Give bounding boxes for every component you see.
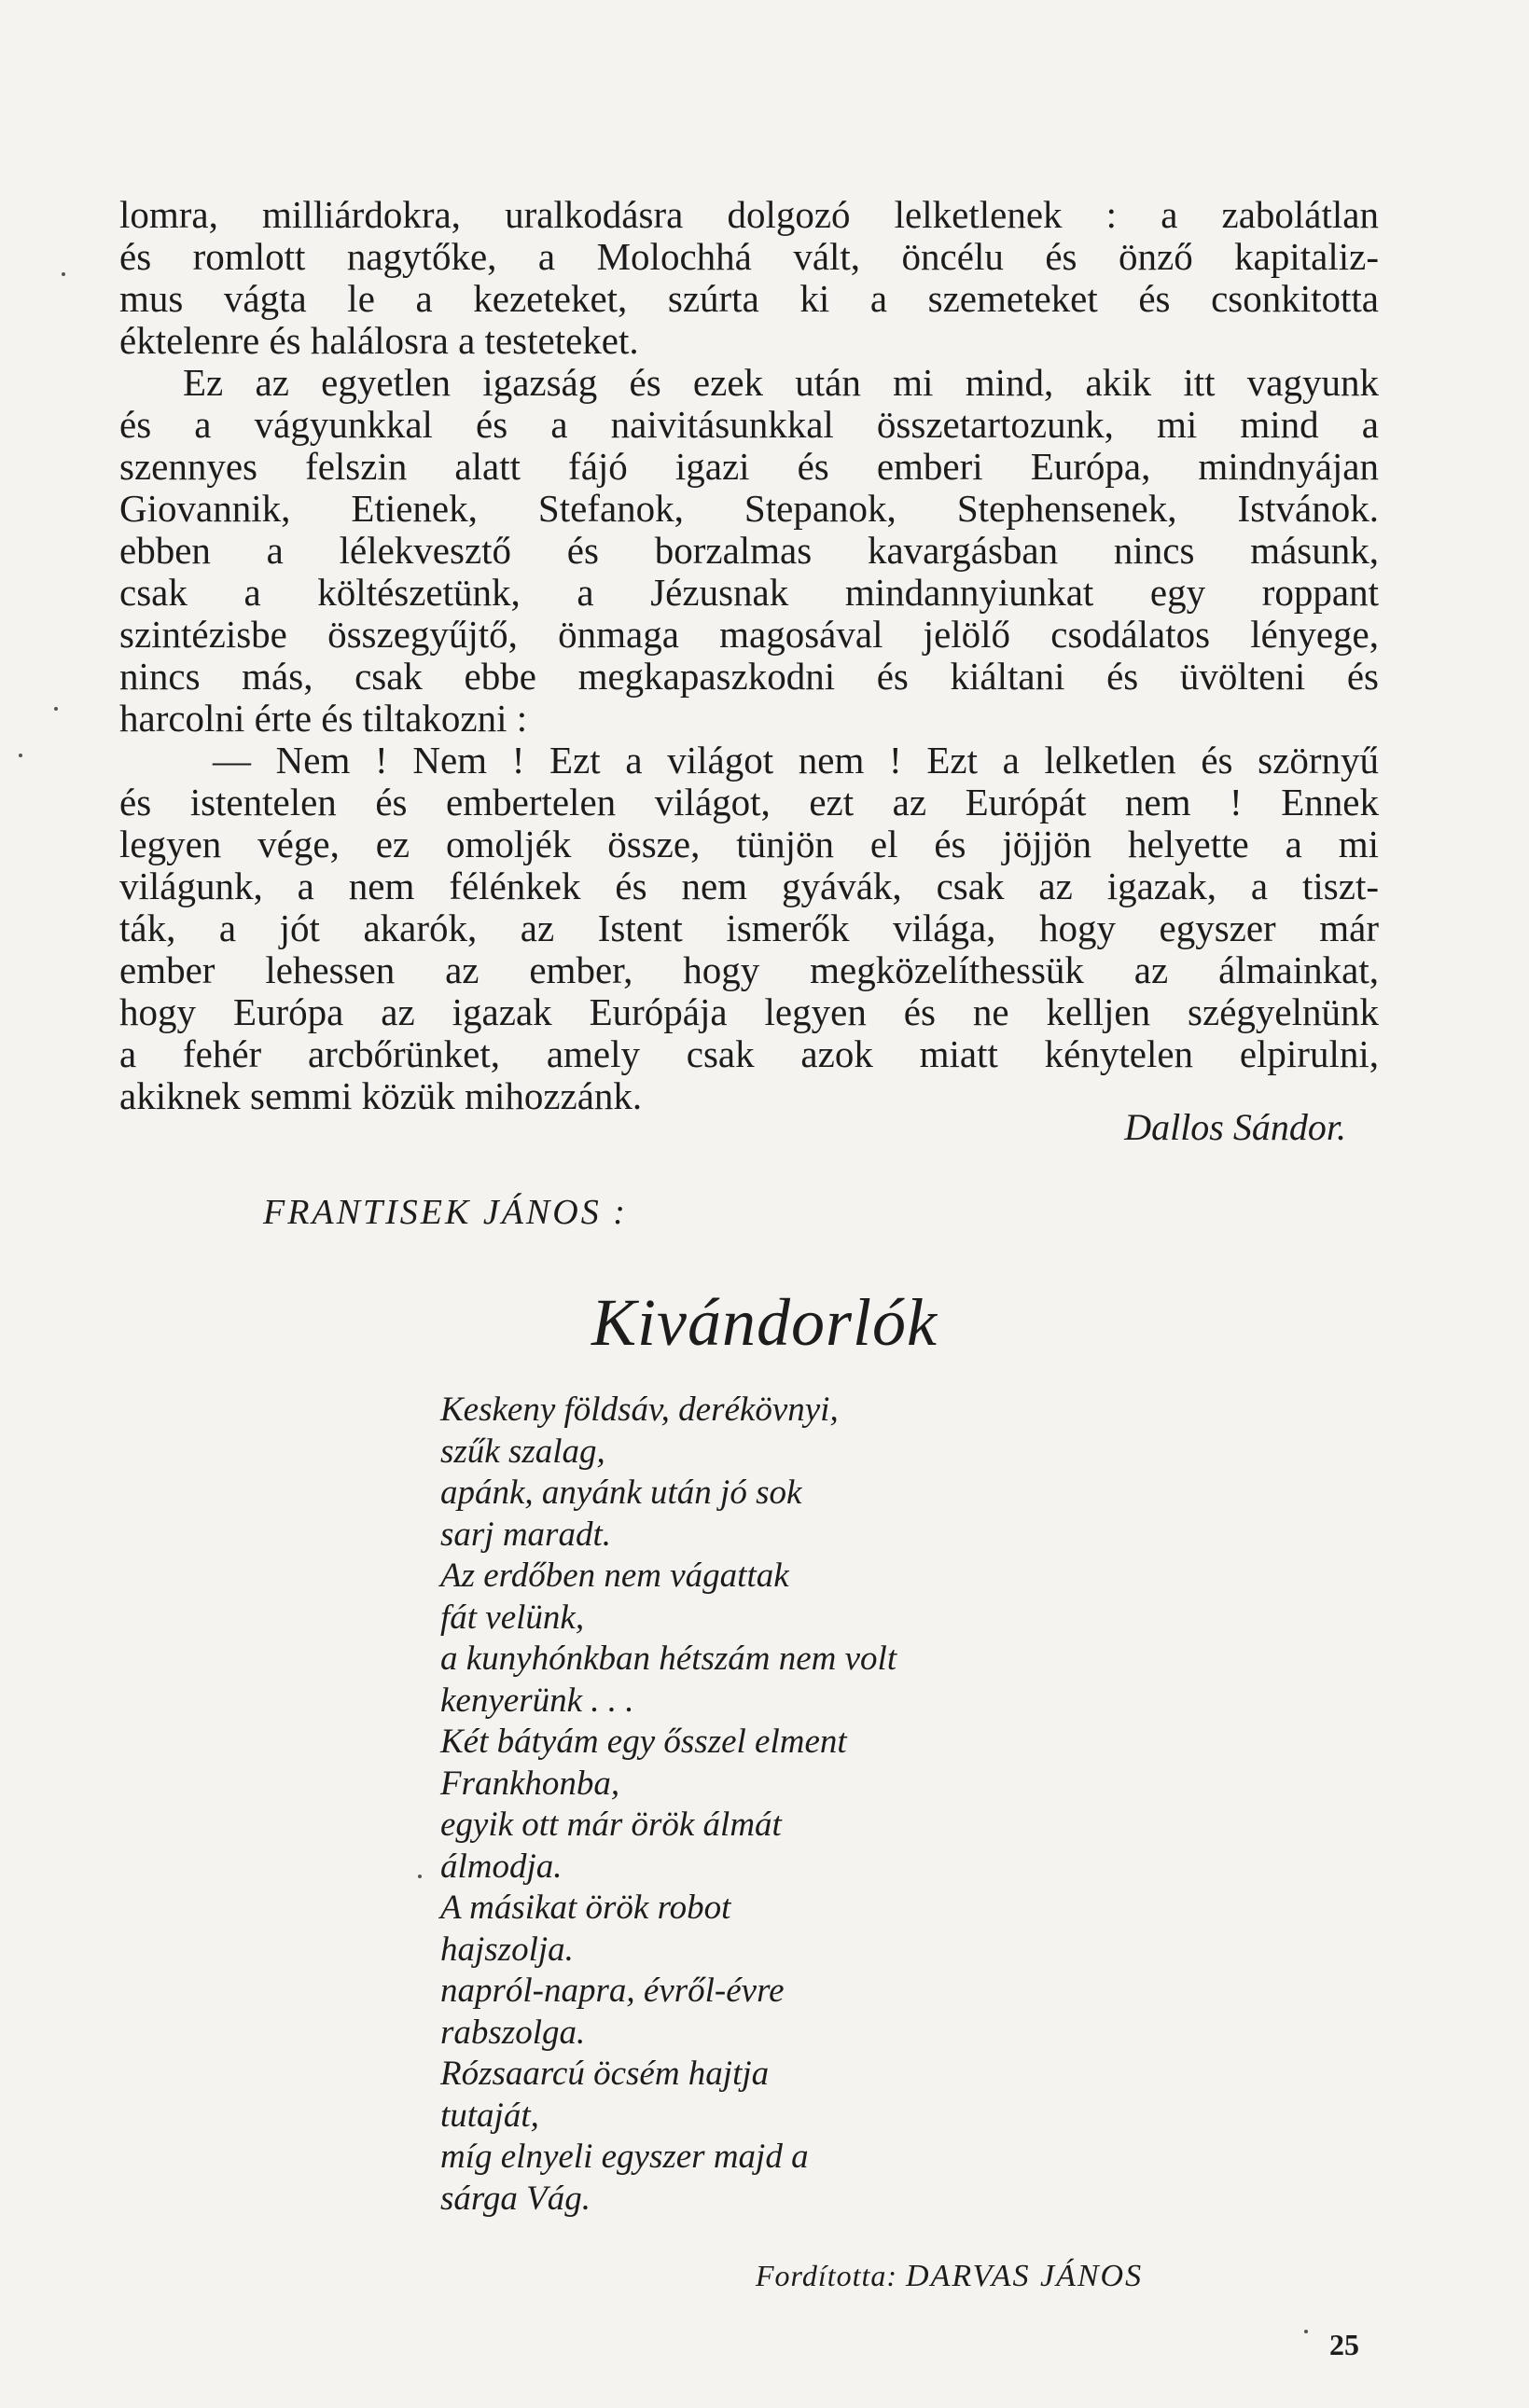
poem-line: rabszolga. [440, 2013, 586, 2052]
text-line: hogy Európa az igazak Európája legyen és ne kelljen szégyelnünk [119, 990, 1379, 1033]
text-line: — Nem ! Nem ! Ezt a világot nem ! Ezt a lelketlen és szörnyű [213, 739, 1379, 782]
poem-line: míg elnyeli egyszer majd a [440, 2138, 809, 2176]
print-speck [54, 707, 58, 711]
poem-author-heading: FRANTISEK JÁNOS : [263, 1193, 628, 1232]
poem-stanza [440, 1556, 897, 1722]
poem-body [440, 1390, 897, 2220]
translator-name: DARVAS JÁNOS [906, 2259, 1144, 2293]
poem-stanza [440, 1390, 897, 1556]
text-line: éktelenre és halálosra a testeteket. [119, 319, 639, 362]
print-speck [1304, 2330, 1308, 2333]
poem-line: fát velünk, [440, 1598, 585, 1637]
text-line: szintézisbe összegyűjtő, önmaga magosával jelölő csodálatos lényege, [119, 613, 1379, 656]
translator-credit [756, 2257, 1143, 2295]
article-body [119, 194, 1379, 1117]
article-paragraph-3 [119, 740, 1379, 1117]
poem-line: napról-napra, évről-évre [440, 1972, 785, 2010]
poem-title: Kivándorlók [591, 1285, 938, 1360]
poem-line: kenyerünk . . . [440, 1681, 634, 1720]
text-line: harcolni érte és tiltakozni : [119, 697, 528, 740]
poem-line: Frankhonba, [440, 1764, 620, 1803]
poem-line: egyik ott már örök álmát [440, 1806, 782, 1844]
text-line: akiknek semmi közük mihozzánk. [119, 1074, 643, 1117]
poem-stanza [440, 1722, 897, 1888]
translator-label: Fordította: [756, 2259, 898, 2292]
article-paragraph-1 [119, 194, 1379, 362]
text-line: és romlott nagytőke, a Molochhá vált, öncélu és önző kapitaliz- [119, 235, 1379, 278]
poem-line: álmodja. [440, 1847, 563, 1886]
poem-line: szűk szalag, [440, 1432, 605, 1471]
text-line: ták, a jót akarók, az Istent ismerők világa, hogy egyszer már [119, 906, 1379, 949]
print-speck [19, 754, 22, 757]
text-line: és istentelen és embertelen világot, ezt az Európát nem ! Ennek [119, 781, 1379, 823]
poem-line: sarj maradt. [440, 1515, 611, 1554]
page-number: 25 [1329, 2328, 1359, 2361]
poem-line: Két bátyám egy ősszel elment [440, 1723, 847, 1761]
article-paragraph-2 [119, 362, 1379, 740]
text-line: világunk, a nem félénkek és nem gyávák, csak az igazak, a tiszt- [119, 865, 1379, 907]
article-signature: Dallos Sándor. [1124, 1106, 1346, 1148]
text-line: nincs más, csak ebbe megkapaszkodni és kiáltani és üvölteni és [119, 655, 1379, 698]
poem-line: tutaját, [440, 2096, 539, 2135]
text-line: ember lehessen az ember, hogy megközelíthessük az álmainkat, [119, 948, 1379, 991]
poem-line: A másikat örök robot [440, 1889, 731, 1927]
poem-line: Keskeny földsáv, derékövnyi, [440, 1391, 839, 1429]
poem-line: sárga Vág. [440, 2179, 591, 2218]
text-line: csak a költészetünk, a Jézusnak mindannyiunkat egy roppant [119, 571, 1379, 614]
text-line: legyen vége, ez omoljék össze, tünjön el és jöjjön helyette a mi [119, 823, 1379, 865]
text-line: ebben a lélekvesztő és borzalmas kavargásban nincs másunk, [119, 529, 1379, 572]
text-line: és a vágyunkkal és a naivitásunkkal összetartozunk, mi mind a [119, 403, 1379, 446]
poem-stanza [440, 2054, 897, 2220]
poem-line: a kunyhónkban hétszám nem volt [440, 1640, 897, 1678]
text-line: lomra, milliárdokra, uralkodásra dolgozó lelketlenek : a zabolátlan [119, 193, 1379, 236]
text-line: Giovannik, Etienek, Stefanok, Stepanok, Stephensenek, Istvánok. [119, 487, 1379, 530]
text-line: szennyes felszin alatt fájó igazi és emberi Európa, mindnyájan [119, 445, 1379, 488]
print-speck [62, 272, 65, 276]
poem-line: apánk, anyánk után jó sok [440, 1474, 802, 1512]
text-line: a fehér arcbőrünket, amely csak azok miatt kénytelen elpirulni, [119, 1032, 1379, 1075]
print-speck [418, 1875, 422, 1878]
text-line: mus vágta le a kezeteket, szúrta ki a szemeteket és csonkitotta [119, 277, 1379, 320]
poem-line: hajszolja. [440, 1930, 574, 1969]
poem-stanza [440, 1888, 897, 2054]
poem-line: Rózsaarcú öcsém hajtja [440, 2055, 770, 2093]
poem-line: Az erdőben nem vágattak [440, 1557, 789, 1595]
text-line: Ez az egyetlen igazság és ezek után mi mind, akik itt vagyunk [183, 361, 1379, 404]
